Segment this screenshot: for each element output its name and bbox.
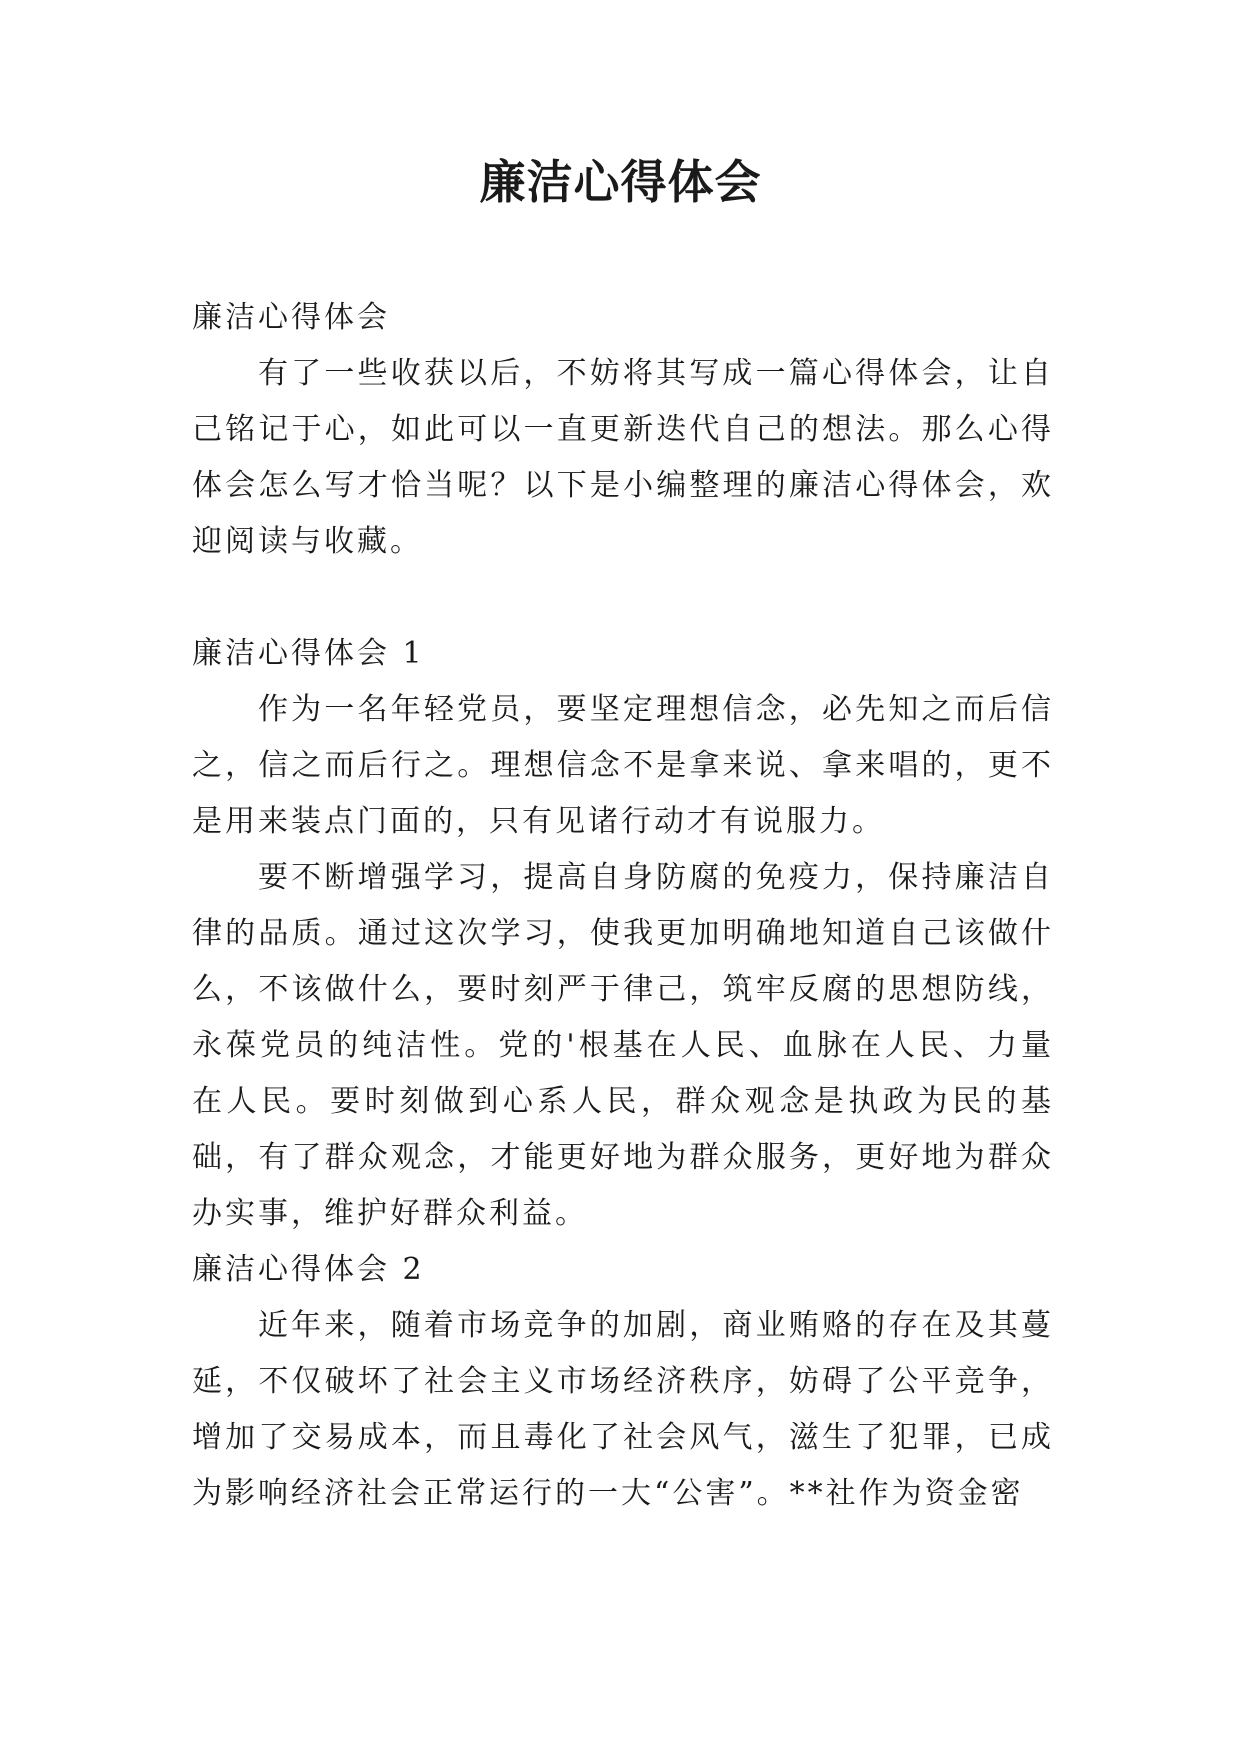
intro-heading: 廉洁心得体会 bbox=[192, 300, 390, 335]
section-2-heading: 廉洁心得体会 2 bbox=[192, 1252, 425, 1287]
section-1-paragraph-2: 要不断增强学习，提高自身防腐的免疫力，保持廉洁自律的品质。通过这次学习，使我更加明确地知道自己该做什么，不该做什么，要时刻严于律己，筑牢反腐的思想防线，永葆党员的纯洁性。党的'根基在人民、血脉在人民、力量在人民。要时刻做到心系人民，群众观念是执政为民的基础，有了群众观念，才能更好地为群众服务，更好地为群众办实事，维护好群众利益。 bbox=[192, 860, 1054, 1231]
section-2-paragraph-1: 近年来，随着市场竞争的加剧，商业贿赂的存在及其蔓延，不仅破坏了社会主义市场经济秩序，妨碍了公平竞争，增加了交易成本，而且毒化了社会风气，滋生了犯罪，已成为影响经济社会正常运行的一大“公害”。**社作为资金密 bbox=[192, 1308, 1054, 1511]
section-1-paragraph-1: 作为一名年轻党员，要坚定理想信念，必先知之而后信之，信之而后行之。理想信念不是拿来说、拿来唱的，更不是用来装点门面的，只有见诸行动才有说服力。 bbox=[192, 692, 1054, 839]
section-spacer bbox=[192, 570, 1054, 626]
intro-paragraph: 有了一些收获以后，不妨将其写成一篇心得体会，让自己铭记于心，如此可以一直更新迭代自己的想法。那么心得体会怎么写才恰当呢？以下是小编整理的廉洁心得体会，欢迎阅读与收藏。 bbox=[192, 356, 1054, 559]
document-title: 廉洁心得体会 bbox=[479, 155, 762, 209]
section-1-heading: 廉洁心得体会 1 bbox=[192, 636, 425, 671]
document-body bbox=[192, 290, 1054, 1522]
